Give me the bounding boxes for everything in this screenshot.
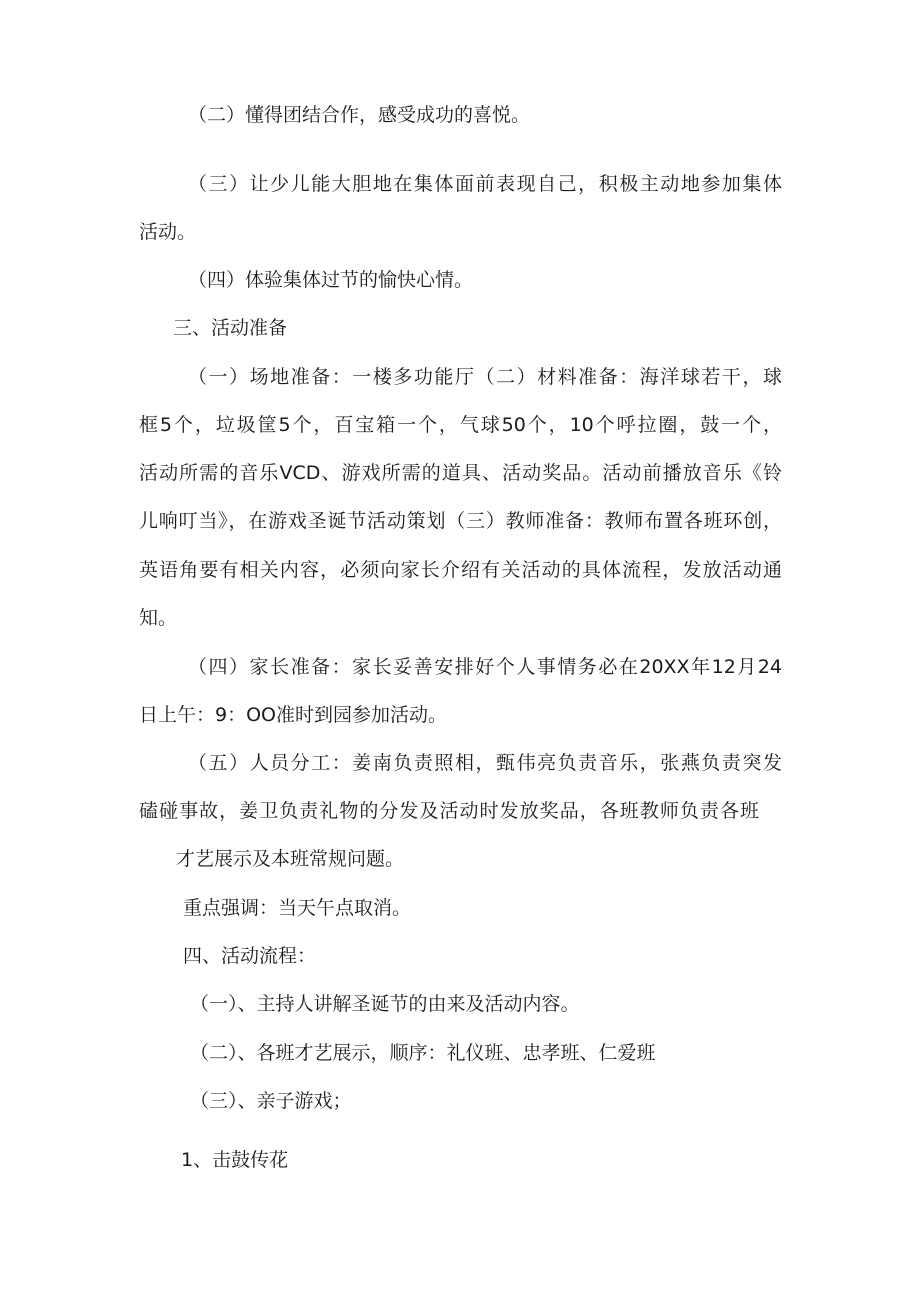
paragraph-prep-5-line-1: （五）人员分工：姜南负责照相，甄伟亮负责音乐，张燕负责突发 — [188, 752, 782, 774]
paragraph-prep-5-line-3: 才艺展示及本班常规问题。 — [176, 848, 405, 870]
game-item-1: 1、击鼓传花 — [181, 1149, 289, 1171]
paragraph-prep-4-line-1: （四）家长准备：家长妥善安排好个人事情务必在20XX年12月24 — [188, 656, 782, 678]
paragraph-prep-1-line-4: 儿响叮当》，在游戏圣诞节活动策划（三）教师准备：教师布置各班环创， — [139, 510, 782, 532]
paragraph-goal-3-line-1: （三）让少儿能大胆地在集体面前表现自己，积极主动地参加集体 — [188, 173, 782, 195]
paragraph-goal-3-line-2: 活动。 — [139, 221, 197, 243]
process-item-2: （二）、各班才艺展示，顺序：礼仪班、忠孝班、仁爱班 — [190, 1042, 656, 1064]
process-item-3: （三）、亲子游戏； — [190, 1090, 352, 1112]
paragraph-prep-1-line-3: 活动所需的音乐VCD、游戏所需的道具、活动奖品。活动前播放音乐《铃 — [139, 462, 782, 484]
paragraph-prep-1-line-5: 英语角要有相关内容，必须向家长介绍有关活动的具体流程，发放活动通 — [139, 559, 782, 581]
process-item-1: （一）、主持人讲解圣诞节的由来及活动内容。 — [190, 993, 580, 1015]
paragraph-prep-1-line-6: 知。 — [139, 607, 178, 629]
paragraph-goal-4: （四）体验集体过节的愉快心情。 — [188, 269, 474, 291]
paragraph-prep-1-line-1: （一）场地准备：一楼多功能厅（二）材料准备：海洋球若干，球 — [188, 366, 782, 388]
paragraph-goal-2: （二）懂得团结合作，感受成功的喜悦。 — [188, 104, 531, 126]
section-heading-process: 四、活动流程： — [183, 945, 317, 967]
paragraph-prep-1-line-2: 框5个，垃圾筐5个，百宝箱一个，气球50个，10个呼拉圈，鼓一个， — [139, 414, 782, 436]
paragraph-prep-5-line-2: 磕碰事故，姜卫负责礼物的分发及活动时发放奖品，各班教师负责各班 — [139, 800, 759, 822]
paragraph-emphasis: 重点强调：当天午点取消。 — [183, 897, 412, 919]
section-heading-preparation: 三、活动准备 — [173, 317, 288, 339]
paragraph-prep-4-line-2: 日上午：9：OO准时到园参加活动。 — [139, 704, 447, 726]
